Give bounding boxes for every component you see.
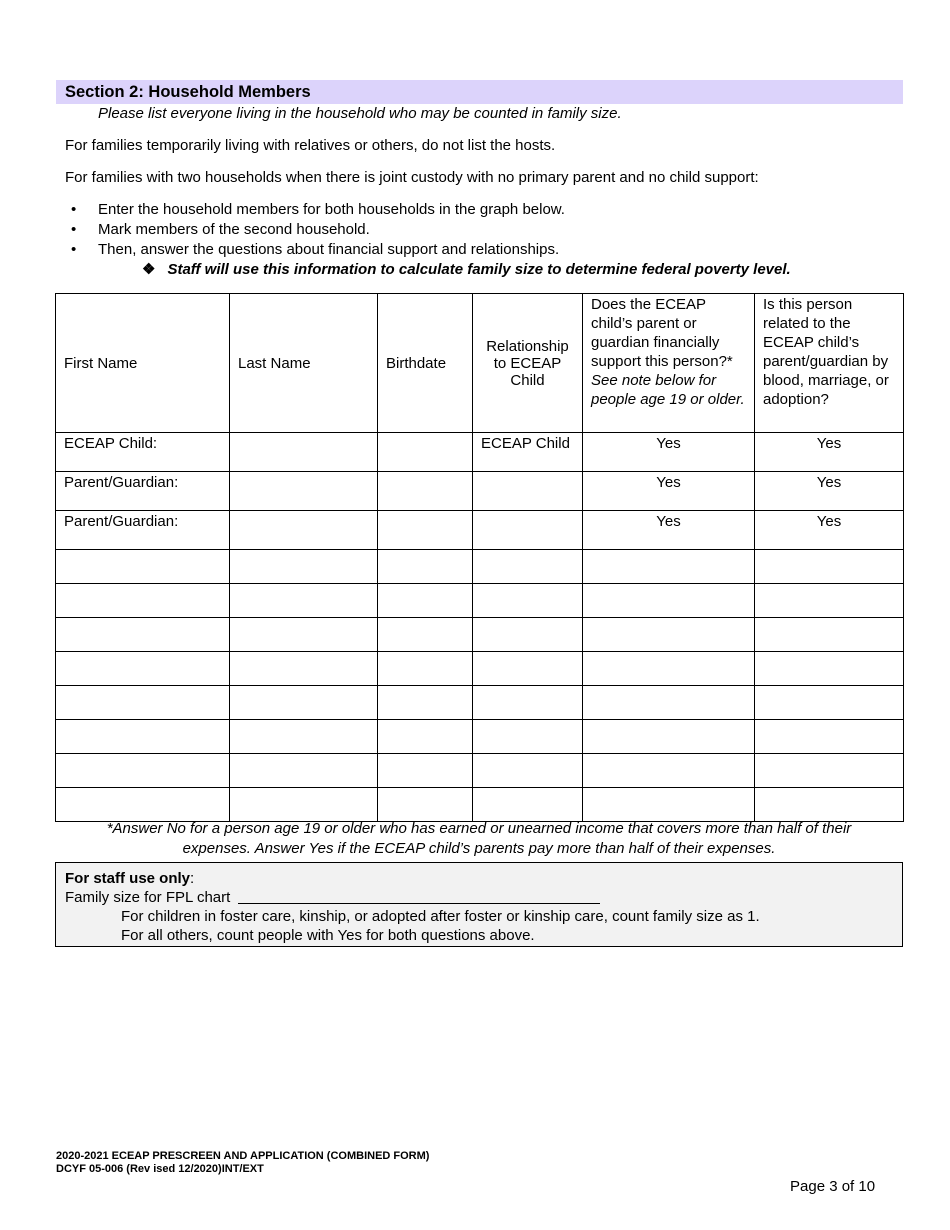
header-last-name: Last Name — [230, 294, 378, 433]
birthdate-cell[interactable] — [378, 618, 473, 652]
staff-box-heading: For staff use only: — [65, 870, 195, 887]
relationship-cell[interactable] — [473, 686, 583, 720]
table-row — [56, 754, 904, 788]
birthdate-cell[interactable] — [378, 788, 473, 822]
support-cell[interactable]: Yes — [583, 433, 755, 472]
footnote-line: expenses. Answer Yes if the ECEAP child’s parents pay more than half of their expenses. — [182, 840, 776, 857]
support-cell[interactable] — [583, 720, 755, 754]
support-cell[interactable] — [583, 584, 755, 618]
support-cell[interactable]: Yes — [583, 511, 755, 550]
instruction-list — [65, 200, 565, 260]
related-cell[interactable] — [755, 754, 904, 788]
staff-instruction-others: For all others, count people with Yes for both questions above. — [121, 927, 535, 944]
related-cell[interactable] — [755, 720, 904, 754]
list-item — [65, 240, 565, 260]
list-item — [65, 200, 565, 220]
birthdate-cell[interactable] — [378, 720, 473, 754]
last-name-cell[interactable] — [230, 550, 378, 584]
related-cell[interactable] — [755, 788, 904, 822]
last-name-cell[interactable] — [230, 433, 378, 472]
relationship-cell[interactable] — [473, 584, 583, 618]
table-row — [56, 686, 904, 720]
related-cell[interactable]: Yes — [755, 511, 904, 550]
page-number: Page 3 of 10 — [790, 1178, 876, 1195]
header-financial-support — [583, 294, 755, 433]
table-header-row — [56, 294, 904, 433]
birthdate-cell[interactable] — [378, 652, 473, 686]
support-cell[interactable] — [583, 788, 755, 822]
relationship-cell[interactable] — [473, 550, 583, 584]
relationship-cell[interactable] — [473, 720, 583, 754]
first-name-cell[interactable] — [56, 788, 230, 822]
last-name-cell[interactable] — [230, 686, 378, 720]
first-name-cell[interactable]: Parent/Guardian: — [56, 511, 230, 550]
first-name-cell[interactable] — [56, 720, 230, 754]
related-cell[interactable]: Yes — [755, 433, 904, 472]
relationship-cell[interactable] — [473, 511, 583, 550]
support-cell[interactable] — [583, 652, 755, 686]
support-cell[interactable] — [583, 754, 755, 788]
family-size-input[interactable] — [238, 889, 600, 904]
table-row — [56, 652, 904, 686]
header-support-note: See note below for people age 19 or older. — [591, 372, 745, 408]
table-row — [56, 433, 904, 472]
table-row — [56, 511, 904, 550]
table-row — [56, 550, 904, 584]
birthdate-cell[interactable] — [378, 433, 473, 472]
last-name-cell[interactable] — [230, 754, 378, 788]
bullet-icon: • — [71, 221, 77, 238]
relationship-cell[interactable] — [473, 788, 583, 822]
table-row — [56, 720, 904, 754]
birthdate-cell[interactable] — [378, 754, 473, 788]
table-row — [56, 788, 904, 822]
table-row — [56, 584, 904, 618]
header-first-name: First Name — [56, 294, 230, 433]
support-cell[interactable] — [583, 550, 755, 584]
header-birthdate: Birthdate — [378, 294, 473, 433]
footnote-line: *Answer No for a person age 19 or older who has earned or unearned income that covers more than half of their — [106, 820, 852, 837]
section-header: Section 2: Household Members — [56, 80, 903, 104]
hosts-instruction: For families temporarily living with relatives or others, do not list the hosts. — [65, 137, 556, 154]
header-related: Is this person related to the ECEAP child’s parent/guardian by blood, marriage, or adoption? — [755, 294, 904, 433]
relationship-cell[interactable] — [473, 472, 583, 511]
support-cell[interactable] — [583, 686, 755, 720]
relationship-cell[interactable]: ECEAP Child — [473, 433, 583, 472]
staff-note — [142, 260, 791, 278]
bullet-icon: • — [71, 201, 77, 218]
list-item — [65, 220, 565, 240]
list-item-text: Then, answer the questions about financial support and relationships. — [98, 241, 560, 258]
related-cell[interactable] — [755, 618, 904, 652]
staff-box-title: For staff use only — [65, 870, 191, 887]
last-name-cell[interactable] — [230, 511, 378, 550]
staff-note-text: Staff will use this information to calculate family size to determine federal poverty level. — [167, 261, 791, 278]
relationship-cell[interactable] — [473, 618, 583, 652]
first-name-cell[interactable]: ECEAP Child: — [56, 433, 230, 472]
birthdate-cell[interactable] — [378, 686, 473, 720]
last-name-cell[interactable] — [230, 584, 378, 618]
first-name-cell[interactable] — [56, 584, 230, 618]
last-name-cell[interactable] — [230, 618, 378, 652]
birthdate-cell[interactable] — [378, 584, 473, 618]
related-cell[interactable] — [755, 550, 904, 584]
last-name-cell[interactable] — [230, 472, 378, 511]
related-cell[interactable] — [755, 686, 904, 720]
birthdate-cell[interactable] — [378, 511, 473, 550]
support-cell[interactable] — [583, 618, 755, 652]
diamond-bullet-icon: ❖ — [142, 261, 156, 278]
family-size-label: Family size for FPL chart — [65, 889, 231, 906]
table-row — [56, 618, 904, 652]
table-footnote — [55, 819, 903, 859]
table-row — [56, 472, 904, 511]
header-support-text: Does the ECEAP child’s parent or guardian financially support this person?* — [591, 296, 733, 370]
page-footer — [56, 1150, 429, 1176]
first-name-cell[interactable] — [56, 754, 230, 788]
first-name-cell[interactable] — [56, 618, 230, 652]
first-name-cell[interactable] — [56, 686, 230, 720]
support-cell[interactable]: Yes — [583, 472, 755, 511]
birthdate-cell[interactable] — [378, 472, 473, 511]
related-cell[interactable]: Yes — [755, 472, 904, 511]
list-item-text: Mark members of the second household. — [98, 221, 370, 238]
first-name-cell[interactable]: Parent/Guardian: — [56, 472, 230, 511]
relationship-cell[interactable] — [473, 754, 583, 788]
family-size-field — [65, 888, 893, 907]
form-number: DCYF 05-006 (Rev ised 12/2020)INT/EXT — [56, 1163, 264, 1175]
last-name-cell[interactable] — [230, 788, 378, 822]
joint-custody-instruction: For families with two households when there is joint custody with no primary parent and no child support: — [65, 169, 759, 186]
staff-instruction-foster: For children in foster care, kinship, or adopted after foster or kinship care, count family size as 1. — [121, 908, 760, 925]
bullet-icon: • — [71, 241, 77, 258]
first-name-cell[interactable] — [56, 550, 230, 584]
household-members-table — [55, 293, 904, 822]
section-intro: Please list everyone living in the household who may be counted in family size. — [98, 105, 622, 122]
related-cell[interactable] — [755, 584, 904, 618]
last-name-cell[interactable] — [230, 720, 378, 754]
form-title: 2020-2021 ECEAP PRESCREEN AND APPLICATION (COMBINED FORM) — [56, 1150, 430, 1162]
birthdate-cell[interactable] — [378, 550, 473, 584]
related-cell[interactable] — [755, 652, 904, 686]
staff-use-box — [55, 862, 903, 947]
last-name-cell[interactable] — [230, 652, 378, 686]
list-item-text: Enter the household members for both households in the graph below. — [98, 201, 565, 218]
relationship-cell[interactable] — [473, 652, 583, 686]
first-name-cell[interactable] — [56, 652, 230, 686]
header-relationship: Relationship to ECEAP Child — [473, 294, 583, 433]
